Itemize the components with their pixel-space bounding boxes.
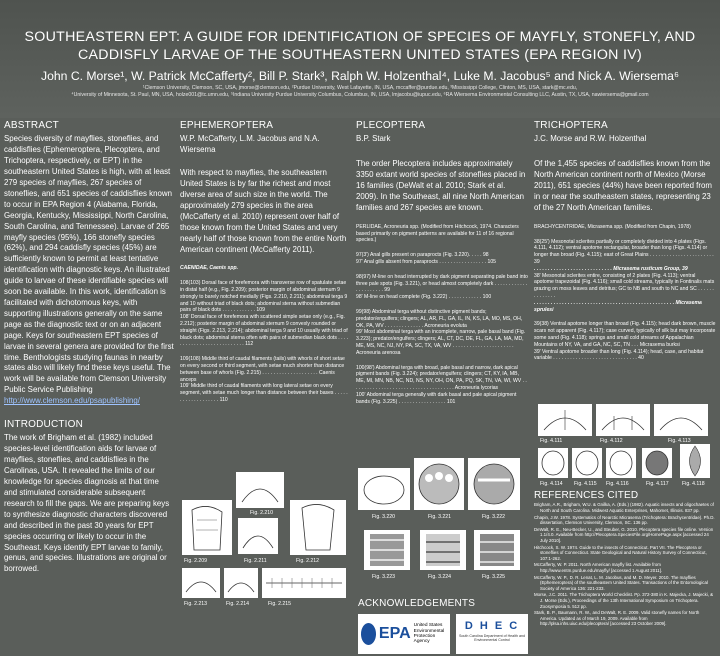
epa-line-3: Agency <box>413 639 430 645</box>
figure-4-111-image <box>538 404 592 436</box>
key-couplet-97: 97(3') Anal gills present on paraprocts (Fig. 3.220). . . . . 98 <box>356 252 489 259</box>
figure-3-224-label: Fig. 3.224 <box>428 574 452 580</box>
dhec-logo <box>456 614 528 654</box>
key-couplet-38: 38(25') Mesonotal sclerites partially or completely divided into 4 plates (Figs. 4.111, 4.112); ventral apotome rectangular, broader than long (Figs. 4.114) or longer than broad (Fig. 4.115); east of Great Plains . . . . . . . . . . . . . . . . . . . . . . . 39 <box>534 238 714 266</box>
trichoptera-key-title: BRACHYCENTRIDAE, Micrasema spp. (Modified from Chapin, 1978) <box>534 223 691 230</box>
key-couplet-109b: 109' Middle third of caudal filaments with long lateral setae on every segment, with setae much longer than distance between their bases . . . . . . . . . . . . . . . . . . . 110 <box>180 383 348 404</box>
figure-3-224-image <box>420 530 466 570</box>
figure-4-113-image <box>654 404 708 436</box>
plecoptera-heading: PLECOPTERA <box>356 120 426 131</box>
plecoptera-column <box>356 122 528 413</box>
epa-line-1: United States <box>413 623 443 629</box>
trichoptera-column <box>534 122 716 370</box>
figure-3-220-image <box>358 468 410 510</box>
figure-4-118-image <box>680 444 710 478</box>
figure-2-215-label: Fig. 2.215 <box>268 601 292 607</box>
key-couplet-108: 108(103) Dorsal face of forefemora with transverse row of spatulate setae in distal half (e.g., Fig. 2.209); posterior margin of abdominal sternum 9 strongly to barely notched medially (Figs. 2.210, 2.211); abdominal terga 9 and 10 without triad of black dots; abdominal sterna without submedian pairs of black dots . . . . . . . . . . . . 109 <box>180 280 348 314</box>
reference-item: Brigham, A.R., Brigham, W.U. & Gnilka, A. (Eds.) (1982). Aquatic insects and oligochaetes of North and South Carolina. Midwest Aquatic Enterprises, Mahomet, Illinois. 837 pp. <box>534 502 714 513</box>
figure-4-115-label: Fig. 4.115 <box>574 481 597 487</box>
reference-item: McCafferty, W. P., D. R. Lenat, L. M. Jacobus, and M. D. Meyer. 2010. The mayflies (Ephemeroptera) of the southeastern United States. Transactions of the Entomological Society of America 136: 221-233. <box>534 574 708 591</box>
figure-4-114-image <box>538 448 568 478</box>
reference-item: Chapin, J.W. 1978. Systematics of Nearctic Micrasema (Trichoptera: Brachycentridae). Ph.D. dissertation, Clemson University, Clemson, SC. 136 pp. <box>534 514 715 526</box>
figure-4-116-label: Fig. 4.116 <box>606 481 629 487</box>
key-couplet-38-result: . . . . . . . . . . . . . . . . . . . . . . . . . . . . Micrasema rusticum Group, 39 <box>534 265 688 272</box>
introduction-text: The work of Brigham et al. (1982) included species-level identification aids for larvae of mayflies, stoneflies, and caddisflies in the Carolinas, USA. It revealed the limits of our knowledge for species diagnosis at that time and stimulated considerable subsequent research to fill the gaps. We are preparing keys to synthesize diagnostic characters discovered and described in the past 30 years for EPT species occurring or likely to occur in the Southeast. Keys identify EPT larvae to family, genus, and species. Illustrations are original or borrowed. <box>4 433 170 574</box>
references-section <box>534 492 716 628</box>
acknowledgements-heading: ACKNOWLEDGEMENTS <box>358 598 476 609</box>
key-couplet-39: 39(38) Ventral apotome longer than broad (Fig. 4.115); head dark brown, muscle scars not apparent (Fig. 4.117); case curved, typically of silk but may incorporate some sand (Fig. 4.118); springs and small cold streams of Appalachian Mountains of NY, VA, and GA, NC, SC, TN . . . Micrasema burksi <box>534 321 716 348</box>
figure-2-213-label: Fig. 2.213 <box>184 601 208 607</box>
figure-3-223-label: Fig. 3.223 <box>372 574 396 580</box>
epa-logo <box>358 614 450 654</box>
ephemeroptera-column <box>180 122 350 412</box>
figure-2-212-image <box>290 500 346 555</box>
figure-4-112-label: Fig. 4.112 <box>600 438 623 444</box>
key-couplet-39b: 39' Ventral apotome broader than long (Fig. 4.114); head, case, and habitat variable . . . . . . . . . . . . . . . . . . . . . . . . . . . . . . 40 <box>534 348 704 362</box>
key-couplet-100b: 100' Abdominal terga generally with dark basal and pale apical pigment bands (Fig. 3.225) . . . . . . . . . . . . . . . . . 101 <box>356 391 517 405</box>
key-couplet-108b: 108' Dorsal face of forefemora with scattered simple setae only (e.g., Fig. 2.212); posterior margin of abdominal sternum 9 convexly rounded or straight (Figs. 2.213, 2.214); abdominal terga 9 and 10 usually with triad of black dots; abdominal sterna often with pairs of submedian black dots . . . . . . . . . . . . . . . . . . . . . . . . . . . 112 <box>180 314 349 348</box>
figure-2-215-image <box>262 568 346 598</box>
trichoptera-heading: TRICHOPTERA <box>534 120 608 131</box>
trichoptera-authors: J.C. Morse and R.W. Holzenthal <box>534 134 647 144</box>
ephemeroptera-heading: EPHEMEROPTERA <box>180 120 274 131</box>
figure-3-225-label: Fig. 3.225 <box>482 574 506 580</box>
reference-item: Hitchcock, S. W. 1974. Guide to the insects of Connecticut. Part VII. The Plecoptera or stoneflies of Connecticut. State Geological and Natural History Survey of Connecticut, 107:1-262. <box>534 544 707 561</box>
figure-4-115-image <box>572 448 602 478</box>
abstract-text: Species diversity of mayflies, stoneflies, and caddisflies (Ephemeroptera, Plecoptera, and Trichoptera, respectively, or EPT) in the southeastern United States is high, with at least 279 species of mayflies, 267 species of stoneflies, and 651 species of caddisflies known to occur in EPA Region 4 (Alabama, Florida, Georgia, Kentucky, Mississippi, North Carolina, South Carolina, and Tennessee). Larvae of 265 mayfly species (95%), 166 stonefly species (62%), and 294 caddisfly species (45%) are sufficiently known to permit at least tentative identification with diagnostic keys. An illustrated guide to larvae of these identifiable species will soon be available. In this work, identification is facilitated with dichotomous keys, with supporting illustrations generally on the same page as the diagnostic text or on an adjacent page. Keys for southeastern EPT species of larvae in several genera are provided for the first time. Benthologists studying faunas in nearby states also will likely find these keys useful. The work will be available from Clemson University Public Service Publishing http://www.clemson.edu/psapublishing/ <box>4 134 174 406</box>
reference-item: Stark, B. P., Baumann, R. W., and DeWalt, R. E. 2009. Valid stonefly names for North America. Updated as of March 19, 2009. Available from http://plsa.inhs.uiuc.edu/plecoptera/ [accessed 23 October 2009]. <box>534 610 700 627</box>
dhec-subtitle: South Carolina Department of Health and Environmental Control <box>459 634 525 642</box>
poster-title <box>10 28 710 64</box>
key-couplet-99b: 99' Most abdominal terga with an incomplete, narrow, pale basal band (Fig. 3.223); predator/engulfers; clingers; AL, CT, DC, DE, FL, GA, LA, MA, MD, ME, MS, NC, NJ, NY, PA, SC, TX, VA, WV . . . . . . . . . . . . . . . . . . . . . . Acroneuria arenosa <box>356 329 526 356</box>
affiliations <box>6 85 714 99</box>
figure-2-211-image <box>238 518 278 554</box>
title-line-2: CADDISFLY LARVAE OF THE SOUTHEASTERN UNITED STATES (EPA REGION IV) <box>77 47 642 63</box>
author-list: John C. Morse¹, W. Patrick McCafferty², Bill P. Stark³, Ralph W. Holzenthal⁴, Luke M. Jacobus⁵ and Nick A. Wiersema⁶ <box>41 69 679 83</box>
acknowledgements-section <box>358 600 528 608</box>
figure-2-213-image <box>182 568 220 598</box>
figure-4-117-label: Fig. 4.117 <box>646 481 669 487</box>
key-couplet-97b: 97' Anal gills absent from paraprocts . . . . . . . . . . . . . . . . . 105 <box>356 259 496 266</box>
figure-3-222-image <box>468 458 520 510</box>
figure-2-209-image <box>182 500 232 555</box>
figure-2-209-label: Fig. 2.209 <box>184 558 208 564</box>
key-couplet-109: 109(108) Middle third of caudal filaments (tails) with whorls of short setae on every second or third segment, with setae much shorter than distance between base of whorls (Fig. 2.215) . . . . . . . . . . . . . . . . . . . . Caenis anceps <box>180 356 345 383</box>
key-couplet-98: 98(97) M-line on head interrupted by dark pigment separating pale band into three pale spots (Fig. 3.221), or head almost completely dark . . . . . . . . . . . . . . . . . . . . . . 99 <box>356 273 528 294</box>
dhec-wordmark: D H E C <box>464 620 520 632</box>
ephemeroptera-text: With respect to mayflies, the southeastern United States is by far the richest and most diverse area of such size in the world. The approximately 279 species in the area (McCafferty et al. 2010) represent over half of those known from the United States and very nearly half of those known from the entire North American continent (McCafferty 2011). <box>180 168 347 254</box>
ephemeroptera-authors: W.P. McCafferty, L.M. Jacobus and N.A. Wiersema <box>180 134 320 155</box>
figure-4-116-image <box>606 448 636 478</box>
key-couplet-38b-result: . . . . . . . . . . . . . . . . . . . . . . . . . . . . . . . . . . . . . . . . . . . . . . . . . . Micrasema sprulesi <box>534 299 702 313</box>
figure-4-111-label: Fig. 4.111 <box>540 438 563 444</box>
figure-3-220-label: Fig. 3.220 <box>372 514 396 520</box>
figure-3-221-image <box>414 458 464 510</box>
poster-header <box>0 0 720 118</box>
figure-4-113-label: Fig. 4.113 <box>668 438 691 444</box>
trichoptera-text: Of the 1,455 species of caddisflies known from the North American continent north of Mexico (Morse 2011), 651 species (44%) have been reported from in or near the southeastern states, representing 23 of the 27 North American families. <box>534 159 712 212</box>
figure-2-214-image <box>224 568 258 598</box>
reference-item: McCafferty, W. P. 2011. North American mayfly list. Available from http://www.entm.purdue.edu/mayfly/ [accessed 1 August 2011]. <box>534 562 663 573</box>
epa-seal-icon <box>361 623 376 645</box>
figure-2-211-label: Fig. 2.211 <box>244 558 267 564</box>
plecoptera-authors: B.P. Stark <box>356 134 391 144</box>
epa-line-2: Environmental Protection <box>413 628 445 639</box>
abstract-heading: ABSTRACT <box>4 120 59 131</box>
plecoptera-text: The order Plecoptera includes approximately 3350 extant world species of stoneflies placed in 16 families (DeWalt et al. 2010; Stark et al. 2009). In the Southeast, all nine North American families and 267 species are known. <box>356 159 526 212</box>
affiliation-line-1: ¹Clemson University, Clemson, SC, USA, jmorse@clemson.edu, ²Purdue University, West Lafayette, IN, USA, mccaffer@purdue.edu, ³Mississippi College, Clinton, MS, USA, stark@mc.edu, <box>142 85 578 91</box>
figure-3-221-label: Fig. 3.221 <box>428 514 452 520</box>
reference-item: Morse, J.C. 2011. The Trichoptera World Checklist. Pp. 372-380 in K. Majecka, J. Majecki, & J. Morse (Eds.), Proceedings of the 13th International Symposium on Trichoptera. Zoosymposia 5. 512 pp. <box>534 592 714 609</box>
key-couplet-98b: 98' M-line on head complete (Fig. 3.222) . . . . . . . . . . . . 100 <box>356 294 492 301</box>
figure-2-212-label: Fig. 2.212 <box>296 558 320 564</box>
affiliation-line-2: ⁴University of Minnesota, St. Paul, MN, USA, holze001@tc.umn.edu, ⁵Indiana University Purdue University Columbus, Columbus, IN, USA, lmjacobu@iupuc.edu, ⁶RA Wiersema Environmental Consulting LLC, Austin, TX, USA, nawiersema@gmail.com <box>71 92 649 98</box>
ephemeroptera-key-title: CAENIDAE, Caenis spp. <box>180 265 239 272</box>
plecoptera-key-title: PERLIDAE, Acroneuria spp. (Modified from Hitchcock, 1974. Characters based primarily on pigment patterns are available for 11 of 16 regional species.) <box>356 223 519 244</box>
reference-item: DeWalt, R. E., Neu-Becker, U., and Steuber, G. 2010. Plecoptera species file online. Version 1.1/4.0. Available from http://Plecoptera.SpeciesFile.org/HomePage.aspx [accessed 24 July 2010]. <box>534 526 714 543</box>
epa-wordmark: EPA <box>378 625 411 642</box>
figure-4-118-label: Fig. 4.118 <box>682 481 705 487</box>
abstract-column <box>4 122 174 583</box>
figure-2-214-label: Fig. 2.214 <box>226 601 250 607</box>
title-line-1: SOUTHEASTERN EPT: A GUIDE FOR IDENTIFICATION OF SPECIES OF MAYFLY, STONEFLY, AND <box>24 29 696 45</box>
figure-3-223-image <box>364 530 410 570</box>
figure-4-114-label: Fig. 4.114 <box>540 481 563 487</box>
figure-4-112-image <box>596 404 650 436</box>
introduction-heading: INTRODUCTION <box>4 419 84 431</box>
figure-2-210-label: Fig. 2.210 <box>250 510 274 516</box>
figure-3-225-image <box>474 530 520 570</box>
references-heading: REFERENCES CITED <box>534 490 639 501</box>
figure-4-117-image <box>642 448 672 478</box>
clemson-publishing-link[interactable]: http://www.clemson.edu/psapublishing/ <box>4 396 140 406</box>
key-couplet-38b: 38' Mesonotal sclerites entire, consisting of 2 plates (Fig. 4.113); ventral apotome trapezoidal (Fig. 4.116); small cold streams, typically in Fontinalis mats grazing on moss leaves and detritus; GC to NB and south to NC and SC . . . . . . . . . . . . . . <box>534 272 715 300</box>
figure-2-210-image <box>236 472 284 508</box>
key-couplet-100: 100(98') Abdominal terga with broad, pale basal and narrow, dark apical pigment bands (Fig. 3.224); predator/engulfers; clingers; CT, KY, IA, MB, ME, MI, MN, NB, NC, ND, NS, NY, OH, ON, PA, PQ, SK, TN, VA, WI, WV . . . . . . . . . . . . . . . . . . . . . . . . . . . . . . . . . . . . . Acroneuria lycorias <box>356 364 527 391</box>
figure-3-222-label: Fig. 3.222 <box>482 514 506 520</box>
key-couplet-99: 99(98) Abdominal terga without distinctive pigment bands; predator/engulfers; clingers; AL, AR, FL, GA, IL, IN, KS, LA, MO, MS, OH, OK, PA, WV . . . . . . . . . . . . . . Acroneuria evoluta <box>356 309 523 329</box>
